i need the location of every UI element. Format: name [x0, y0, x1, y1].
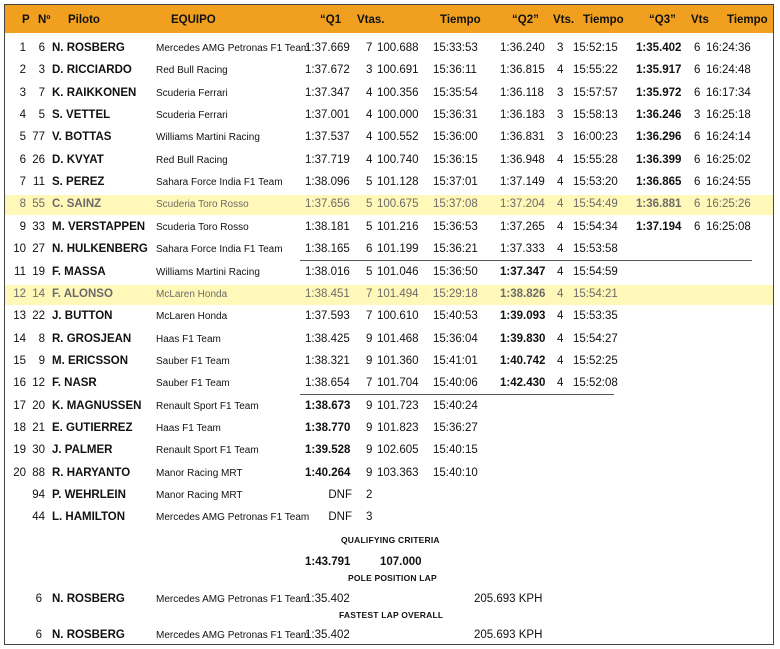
row-q2-time: 1:37.149 [500, 176, 545, 188]
row-q2-time: 1:39.830 [500, 333, 546, 345]
row-q1-laps: 5 [366, 198, 373, 210]
row-pos: 19 [13, 444, 26, 456]
row-q1-laps: 7 [366, 310, 373, 322]
fastest-title: FASTEST LAP OVERALL [339, 610, 444, 620]
row-q2-laps: 4 [557, 198, 564, 210]
row-driver: F. NASR [52, 377, 97, 389]
row-team: McLaren Honda [156, 289, 228, 300]
row-q1-speed: 100.691 [377, 64, 419, 76]
row-q1-laps: 4 [366, 131, 373, 143]
row-q1-time: 1:37.719 [305, 154, 350, 166]
row-q3-time: 1:36.865 [636, 176, 682, 188]
header-piloto: Piloto [68, 14, 100, 26]
row-q1-time: 1:38.016 [305, 266, 350, 278]
row-driver: R. GROSJEAN [52, 333, 132, 345]
row-q2-clock: 15:53:58 [573, 243, 618, 255]
row-q1-time: 1:37.537 [305, 131, 350, 143]
row-pos: 3 [19, 87, 26, 99]
pole-team: Mercedes AMG Petronas F1 Team [156, 594, 310, 605]
row-q1-time: 1:40.264 [305, 467, 351, 479]
row-q1-laps: 7 [366, 42, 373, 54]
row-number: 26 [32, 154, 45, 166]
row-pos: 1 [19, 42, 26, 54]
row-q1-speed: 101.723 [377, 400, 419, 412]
row-q1-laps: 9 [366, 355, 373, 367]
row-q2-laps: 3 [557, 131, 564, 143]
row-number: 22 [32, 310, 45, 322]
header-number: Nº [38, 14, 51, 26]
fastest-team: Mercedes AMG Petronas F1 Team [156, 630, 310, 641]
row-q2-laps: 4 [557, 176, 564, 188]
row-team: Renault Sport F1 Team [156, 445, 259, 456]
row-q3-time: 1:36.399 [636, 154, 682, 166]
row-number: 12 [32, 377, 45, 389]
row-q3-time: 1:36.246 [636, 109, 682, 121]
row-pos: 20 [13, 467, 26, 479]
row-q1-clock: 15:36:21 [433, 243, 478, 255]
row-team: Red Bull Racing [156, 65, 228, 76]
row-driver: F. ALONSO [52, 288, 113, 300]
row-number: 77 [32, 131, 45, 143]
row-driver: F. MASSA [52, 266, 106, 278]
row-q2-laps: 4 [557, 266, 564, 278]
row-q3-laps: 6 [694, 176, 701, 188]
row-q2-clock: 15:58:13 [573, 109, 618, 121]
row-q1-clock: 15:35:54 [433, 87, 478, 99]
row-driver: D. RICCIARDO [52, 64, 132, 76]
row-q1-laps: 5 [366, 266, 373, 278]
fastest-driver: N. ROSBERG [52, 629, 125, 641]
row-q2-laps: 4 [557, 243, 564, 255]
row-q1-time: 1:38.321 [305, 355, 350, 367]
row-team: Mercedes AMG Petronas F1 Team [156, 43, 310, 54]
row-q1-laps: 9 [366, 333, 373, 345]
row-number: 9 [38, 355, 45, 367]
row-q2-clock: 15:52:08 [573, 377, 618, 389]
row-pos: 16 [13, 377, 26, 389]
row-q2-time: 1:36.183 [500, 109, 545, 121]
row-q3-laps: 6 [694, 87, 701, 99]
row-driver: M. ERICSSON [52, 355, 129, 367]
row-q2-clock: 15:54:21 [573, 288, 618, 300]
row-q1-speed: 100.688 [377, 42, 419, 54]
row-q1-laps: 4 [366, 87, 373, 99]
row-driver: N. ROSBERG [52, 42, 125, 54]
row-team: Haas F1 Team [156, 334, 221, 345]
row-number: 55 [32, 198, 45, 210]
row-pos: 14 [13, 333, 26, 345]
row-q1-time: 1:38.451 [305, 288, 350, 300]
row-team: Williams Martini Racing [156, 267, 260, 278]
row-team: Manor Racing MRT [156, 490, 243, 501]
row-pos: 12 [13, 288, 26, 300]
row-q1-clock: 15:29:18 [433, 288, 478, 300]
row-number: 14 [32, 288, 45, 300]
row-driver: K. RAIKKONEN [52, 87, 137, 99]
row-pos: 6 [19, 154, 26, 166]
row-q1-time: 1:37.656 [305, 198, 350, 210]
row-pos: 13 [13, 310, 26, 322]
row-pos: 2 [19, 64, 26, 76]
row-q3-laps: 6 [694, 131, 701, 143]
row-q1-speed: 101.128 [377, 176, 419, 188]
row-q1-time: DNF [328, 489, 352, 501]
row-driver: M. VERSTAPPEN [52, 221, 146, 233]
row-q2-laps: 4 [557, 333, 564, 345]
header-q2: “Q2” [512, 14, 539, 26]
row-number: 30 [32, 444, 45, 456]
row-q2-time: 1:37.204 [500, 198, 545, 210]
row-q1-laps: 3 [366, 511, 373, 523]
row-q1-speed: 101.199 [377, 243, 419, 255]
criteria-percent: 107.000 [380, 556, 422, 568]
row-number: 8 [38, 333, 45, 345]
row-q1-speed: 100.356 [377, 87, 419, 99]
row-q3-clock: 16:24:48 [706, 64, 751, 76]
row-q1-clock: 15:40:24 [433, 400, 478, 412]
row-q1-clock: 15:41:01 [433, 355, 478, 367]
row-q1-laps: 2 [366, 489, 373, 501]
header-vts3: Vts [691, 14, 709, 26]
row-pos: 4 [19, 109, 26, 121]
row-q1-clock: 15:36:53 [433, 221, 478, 233]
header-p: P [22, 14, 30, 26]
row-number: 44 [32, 511, 45, 523]
row-number: 19 [32, 266, 45, 278]
row-q1-laps: 7 [366, 288, 373, 300]
row-team: Williams Martini Racing [156, 132, 260, 143]
row-q1-clock: 15:36:50 [433, 266, 478, 278]
row-team: Scuderia Toro Rosso [156, 199, 249, 210]
row-driver: P. WEHRLEIN [52, 489, 126, 501]
row-q1-laps: 4 [366, 154, 373, 166]
row-q3-time: 1:36.881 [636, 198, 682, 210]
row-q2-laps: 4 [557, 377, 564, 389]
row-q1-speed: 102.605 [377, 444, 419, 456]
row-q2-clock: 16:00:23 [573, 131, 618, 143]
row-team: Mercedes AMG Petronas F1 Team [156, 512, 310, 523]
row-q1-clock: 15:40:15 [433, 444, 478, 456]
row-q1-time: 1:37.347 [305, 87, 350, 99]
row-q1-laps: 9 [366, 400, 373, 412]
row-q1-clock: 15:37:01 [433, 176, 478, 188]
row-q3-time: 1:35.402 [636, 42, 682, 54]
row-q2-time: 1:36.118 [500, 87, 544, 99]
row-pos: 18 [13, 422, 26, 434]
row-q2-time: 1:36.948 [500, 154, 545, 166]
row-q1-speed: 101.360 [377, 355, 419, 367]
row-q3-laps: 6 [694, 42, 701, 54]
row-q3-laps: 3 [694, 109, 701, 121]
row-q2-time: 1:36.815 [500, 64, 545, 76]
row-q1-time: DNF [328, 511, 352, 523]
row-q2-time: 1:37.265 [500, 221, 545, 233]
row-q2-clock: 15:54:59 [573, 266, 618, 278]
row-q3-clock: 16:24:36 [706, 42, 751, 54]
row-driver: D. KVYAT [52, 154, 104, 166]
criteria-time: 1:43.791 [305, 556, 351, 568]
row-q1-clock: 15:40:06 [433, 377, 478, 389]
row-q2-clock: 15:53:35 [573, 310, 618, 322]
row-q1-time: 1:37.669 [305, 42, 350, 54]
row-q1-speed: 103.363 [377, 467, 419, 479]
row-q1-speed: 101.216 [377, 221, 419, 233]
row-driver: K. MAGNUSSEN [52, 400, 142, 412]
row-q1-speed: 100.552 [377, 131, 419, 143]
row-q1-speed: 101.704 [377, 377, 419, 389]
header-q3: “Q3” [649, 14, 676, 26]
row-q1-speed: 100.610 [377, 310, 419, 322]
row-q3-clock: 16:25:08 [706, 221, 751, 233]
row-q2-time: 1:37.333 [500, 243, 545, 255]
row-number: 5 [38, 109, 45, 121]
pole-driver: N. ROSBERG [52, 593, 125, 605]
row-q3-clock: 16:17:34 [706, 87, 751, 99]
row-pos: 8 [19, 198, 26, 210]
row-pos: 9 [19, 221, 26, 233]
row-q1-time: 1:37.001 [305, 109, 350, 121]
row-q3-time: 1:35.917 [636, 64, 682, 76]
row-q1-clock: 15:36:27 [433, 422, 478, 434]
row-q2-laps: 4 [557, 310, 564, 322]
row-q2-time: 1:42.430 [500, 377, 546, 389]
row-q2-clock: 15:54:27 [573, 333, 618, 345]
row-driver: J. BUTTON [52, 310, 113, 322]
row-q1-speed: 101.823 [377, 422, 419, 434]
row-q1-laps: 6 [366, 243, 373, 255]
row-q2-laps: 3 [557, 42, 564, 54]
row-team: Sahara Force India F1 Team [156, 177, 283, 188]
row-q3-clock: 16:24:55 [706, 176, 751, 188]
row-team: Renault Sport F1 Team [156, 401, 259, 412]
row-q1-time: 1:38.673 [305, 400, 351, 412]
row-q2-clock: 15:57:57 [573, 87, 618, 99]
row-q1-time: 1:39.528 [305, 444, 351, 456]
row-q2-clock: 15:53:20 [573, 176, 618, 188]
header-q1: “Q1 [320, 14, 342, 26]
row-q1-time: 1:38.425 [305, 333, 350, 345]
row-pos: 5 [19, 131, 26, 143]
row-q1-clock: 15:40:53 [433, 310, 478, 322]
row-q3-clock: 16:25:02 [706, 154, 751, 166]
row-pos: 10 [13, 243, 26, 255]
row-q3-laps: 6 [694, 221, 701, 233]
row-q1-clock: 15:36:11 [433, 64, 477, 76]
row-team: Sauber F1 Team [156, 378, 230, 389]
row-q3-laps: 6 [694, 198, 701, 210]
row-q1-laps: 5 [366, 176, 373, 188]
row-team: Manor Racing MRT [156, 468, 243, 479]
q3-cutoff-rule [300, 260, 752, 261]
row-number: 3 [38, 64, 45, 76]
row-q1-speed: 100.740 [377, 154, 419, 166]
row-q1-laps: 3 [366, 64, 373, 76]
row-q2-time: 1:38.826 [500, 288, 546, 300]
row-pos: 7 [19, 176, 26, 188]
row-team: Scuderia Ferrari [156, 88, 228, 99]
row-q1-laps: 4 [366, 109, 373, 121]
row-driver: C. SAINZ [52, 198, 102, 210]
row-q1-clock: 15:36:31 [433, 109, 478, 121]
row-team: Red Bull Racing [156, 155, 228, 166]
row-q1-clock: 15:36:15 [433, 154, 478, 166]
row-q3-clock: 16:25:18 [706, 109, 751, 121]
header-tiempo2: Tiempo [583, 14, 624, 26]
row-q2-time: 1:37.347 [500, 266, 546, 278]
row-team: Scuderia Toro Rosso [156, 222, 249, 233]
row-q1-laps: 9 [366, 467, 373, 479]
row-number: 20 [32, 400, 45, 412]
row-driver: S. VETTEL [52, 109, 111, 121]
row-team: Sauber F1 Team [156, 356, 230, 367]
fastest-time: 1:35.402 [305, 629, 350, 641]
row-pos: 15 [13, 355, 26, 367]
row-q2-time: 1:36.831 [500, 131, 545, 143]
row-q2-clock: 15:52:15 [573, 42, 618, 54]
header-vts2: Vts. [553, 14, 575, 26]
fastest-speed: 205.693 KPH [474, 629, 543, 641]
row-q1-time: 1:38.770 [305, 422, 351, 434]
row-q2-clock: 15:55:28 [573, 154, 618, 166]
row-team: McLaren Honda [156, 311, 228, 322]
row-q3-clock: 16:25:26 [706, 198, 751, 210]
row-q3-clock: 16:24:14 [706, 131, 751, 143]
row-q2-clock: 15:55:22 [573, 64, 618, 76]
row-driver: R. HARYANTO [52, 467, 131, 479]
row-q1-speed: 101.494 [377, 288, 419, 300]
row-q3-time: 1:35.972 [636, 87, 682, 99]
row-pos: 17 [13, 400, 26, 412]
row-q1-laps: 7 [366, 377, 373, 389]
row-q2-laps: 4 [557, 221, 564, 233]
row-number: 88 [32, 467, 45, 479]
row-q3-laps: 6 [694, 154, 701, 166]
row-q1-laps: 9 [366, 444, 373, 456]
row-q1-time: 1:37.593 [305, 310, 350, 322]
row-driver: E. GUTIERREZ [52, 422, 133, 434]
row-q1-speed: 100.000 [377, 109, 419, 121]
row-q1-time: 1:38.165 [305, 243, 350, 255]
row-q2-laps: 4 [557, 154, 564, 166]
header-tiempo1: Tiempo [440, 14, 481, 26]
row-number: 21 [32, 422, 45, 434]
row-team: Haas F1 Team [156, 423, 221, 434]
row-q1-clock: 15:36:00 [433, 131, 478, 143]
row-driver: N. HULKENBERG [52, 243, 148, 255]
row-q1-laps: 9 [366, 422, 373, 434]
row-q2-laps: 4 [557, 355, 564, 367]
row-q3-time: 1:36.296 [636, 131, 682, 143]
q2-cutoff-rule [300, 394, 614, 395]
row-number: 7 [38, 87, 45, 99]
row-q1-clock: 15:40:10 [433, 467, 478, 479]
row-q2-time: 1:40.742 [500, 355, 546, 367]
row-number: 27 [32, 243, 45, 255]
row-driver: J. PALMER [52, 444, 113, 456]
row-q1-time: 1:38.096 [305, 176, 350, 188]
row-q1-speed: 101.046 [377, 266, 419, 278]
header-vtas1: Vtas. [357, 14, 385, 26]
row-q2-laps: 4 [557, 64, 564, 76]
row-q2-laps: 4 [557, 288, 564, 300]
row-q1-time: 1:37.672 [305, 64, 350, 76]
row-q1-clock: 15:37:08 [433, 198, 478, 210]
criteria-title: QUALIFYING CRITERIA [341, 535, 440, 545]
row-q1-clock: 15:36:04 [433, 333, 478, 345]
row-number: 6 [38, 42, 45, 54]
results-frame [4, 4, 774, 645]
row-q1-time: 1:38.654 [305, 377, 350, 389]
pole-title: POLE POSITION LAP [348, 573, 437, 583]
pole-time: 1:35.402 [305, 593, 350, 605]
row-q1-speed: 101.468 [377, 333, 419, 345]
row-team: Sahara Force India F1 Team [156, 244, 283, 255]
row-q2-clock: 15:54:34 [573, 221, 618, 233]
row-driver: V. BOTTAS [52, 131, 112, 143]
header-equipo: EQUIPO [171, 14, 216, 26]
row-q2-laps: 3 [557, 109, 564, 121]
fastest-number: 6 [35, 629, 42, 641]
row-driver: L. HAMILTON [52, 511, 126, 523]
pole-speed: 205.693 KPH [474, 593, 543, 605]
header-tiempo3: Tiempo [727, 14, 768, 26]
row-q1-time: 1:38.181 [305, 221, 350, 233]
row-q2-laps: 3 [557, 87, 564, 99]
row-q2-time: 1:36.240 [500, 42, 545, 54]
pole-number: 6 [35, 593, 42, 605]
row-number: 94 [32, 489, 45, 501]
row-q1-laps: 5 [366, 221, 373, 233]
row-q3-time: 1:37.194 [636, 221, 682, 233]
row-q2-clock: 15:54:49 [573, 198, 618, 210]
row-number: 33 [32, 221, 45, 233]
row-q1-clock: 15:33:53 [433, 42, 478, 54]
row-q1-speed: 100.675 [377, 198, 419, 210]
row-q3-laps: 6 [694, 64, 701, 76]
row-team: Scuderia Ferrari [156, 110, 228, 121]
row-driver: S. PEREZ [52, 176, 105, 188]
row-q2-clock: 15:52:25 [573, 355, 618, 367]
row-pos: 11 [14, 266, 26, 278]
row-q2-time: 1:39.093 [500, 310, 546, 322]
row-number: 11 [33, 176, 45, 188]
